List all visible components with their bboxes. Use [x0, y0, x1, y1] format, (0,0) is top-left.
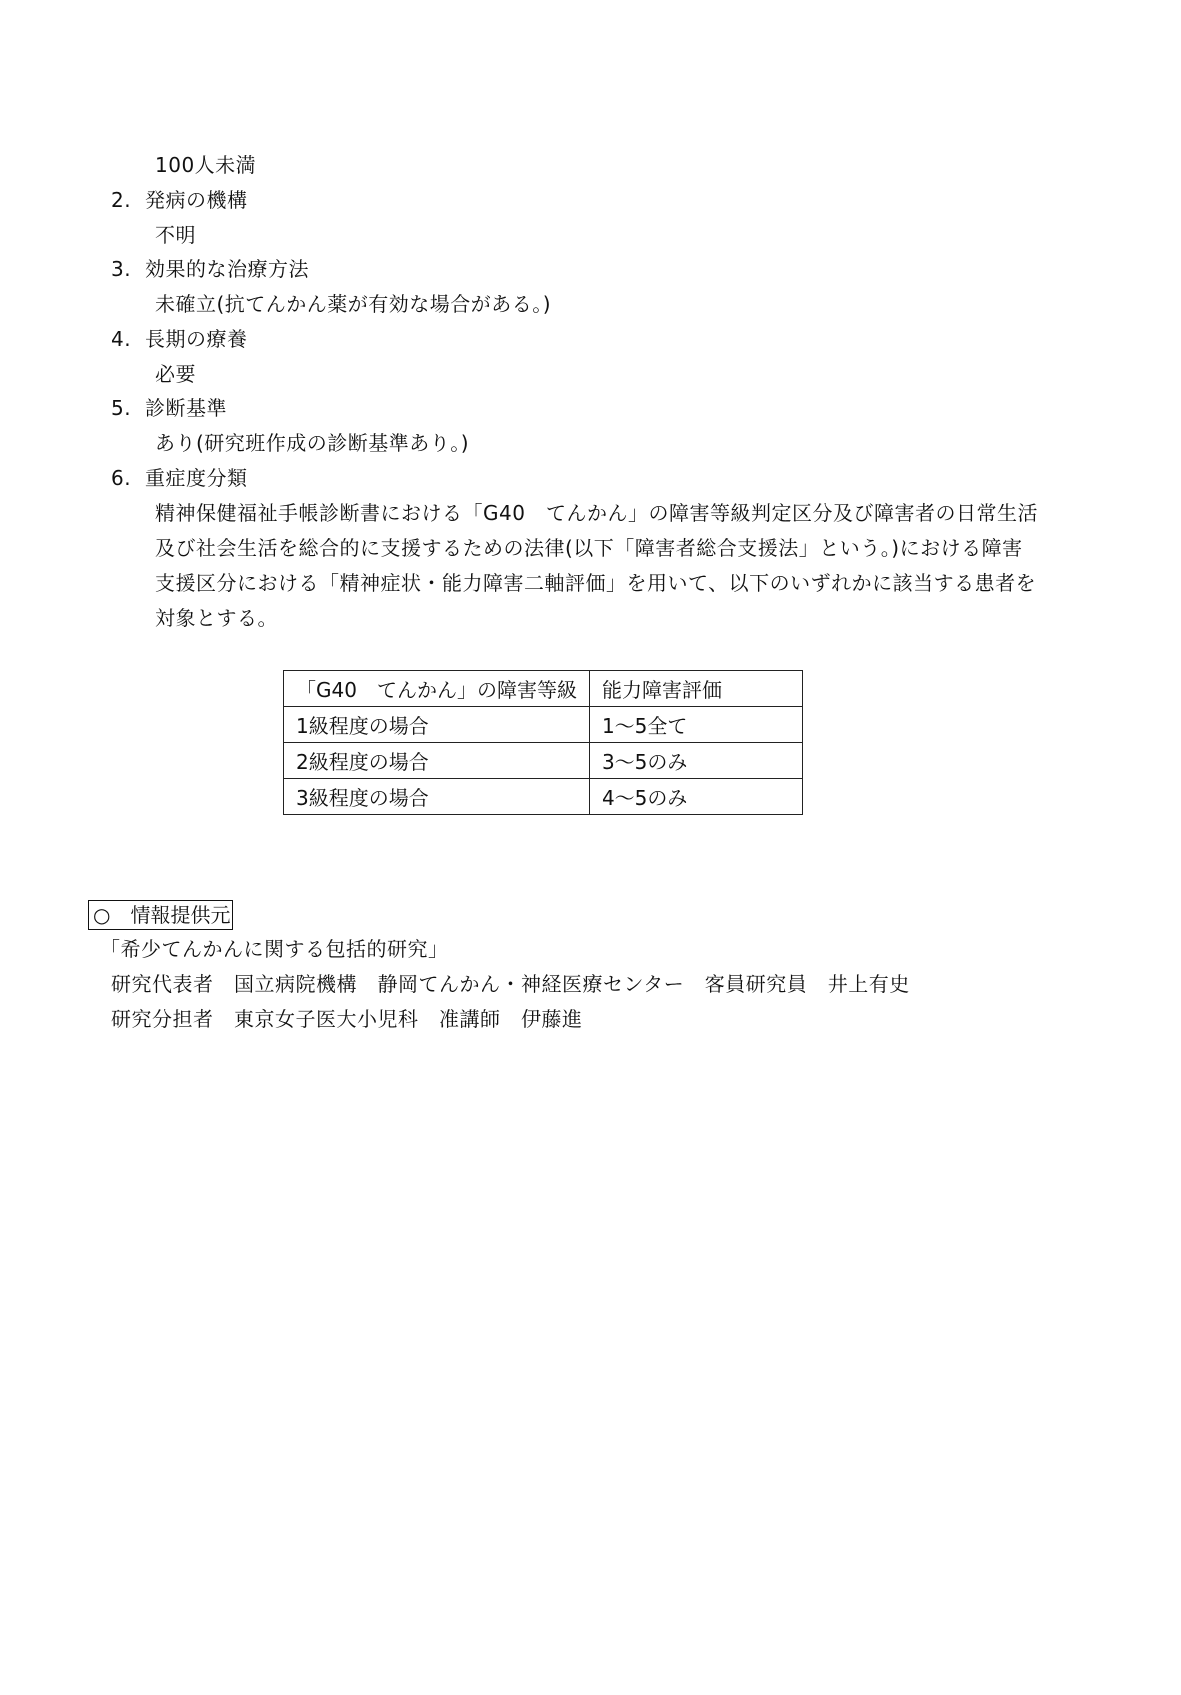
- section-5-heading: [111, 396, 227, 420]
- section-title: 効果的な治療方法: [145, 257, 309, 281]
- section-number: 5.: [111, 396, 132, 420]
- table-cell: 1級程度の場合: [284, 707, 590, 743]
- table-cell: 3級程度の場合: [284, 779, 590, 815]
- section-2-value: 不明: [155, 223, 196, 247]
- section-title: 長期の療養: [145, 327, 248, 351]
- severity-paragraph-line: 支援区分における「精神症状・能力障害二軸評価」を用いて、以下のいずれかに該当する患者を: [155, 571, 1037, 595]
- research-co-researcher: 研究分担者 東京女子医大小児科 准講師 伊藤進: [111, 1007, 583, 1031]
- research-project-title: 「希少てんかんに関する包括的研究」: [100, 937, 449, 961]
- table-cell: 4～5のみ: [589, 779, 802, 815]
- research-representative: 研究代表者 国立病院機構 静岡てんかん・神経医療センター 客員研究員 井上有史: [111, 972, 910, 996]
- info-source-heading: ○ 情報提供元: [88, 900, 233, 930]
- table-row: [284, 743, 803, 779]
- table-cell: 2級程度の場合: [284, 743, 590, 779]
- table-cell: 1～5全て: [589, 707, 802, 743]
- section-2-heading: [111, 188, 248, 212]
- section-number: 6.: [111, 466, 132, 490]
- section-title: 発病の機構: [145, 188, 248, 212]
- section-title: 診断基準: [145, 396, 227, 420]
- section-number: 3.: [111, 257, 132, 281]
- section-4-value: 必要: [155, 362, 196, 386]
- table-row: [284, 779, 803, 815]
- severity-paragraph-line: 精神保健福祉手帳診断書における「G40 てんかん」の障害等級判定区分及び障害者の日常生活: [155, 501, 1038, 525]
- table-row: [284, 707, 803, 743]
- section-number: 2.: [111, 188, 132, 212]
- table-header-row: [284, 671, 803, 707]
- section-4-heading: [111, 327, 248, 351]
- severity-paragraph-line: 対象とする。: [155, 606, 278, 630]
- severity-criteria-table: [283, 670, 803, 815]
- section-5-value: あり(研究班作成の診断基準あり。): [155, 431, 470, 455]
- table-header-cell: 能力障害評価: [589, 671, 802, 707]
- section-number: 4.: [111, 327, 132, 351]
- section-3-heading: [111, 257, 309, 281]
- table-cell: 3～5のみ: [589, 743, 802, 779]
- prevalence-value: 100人未満: [155, 153, 257, 177]
- section-6-heading: [111, 466, 248, 490]
- section-3-value: 未確立(抗てんかん薬が有効な場合がある。): [155, 292, 552, 316]
- severity-paragraph-line: 及び社会生活を総合的に支援するための法律(以下「障害者総合支援法」という。)における障害: [155, 536, 1023, 560]
- table-header-cell: 「G40 てんかん」の障害等級: [284, 671, 590, 707]
- section-title: 重症度分類: [145, 466, 248, 490]
